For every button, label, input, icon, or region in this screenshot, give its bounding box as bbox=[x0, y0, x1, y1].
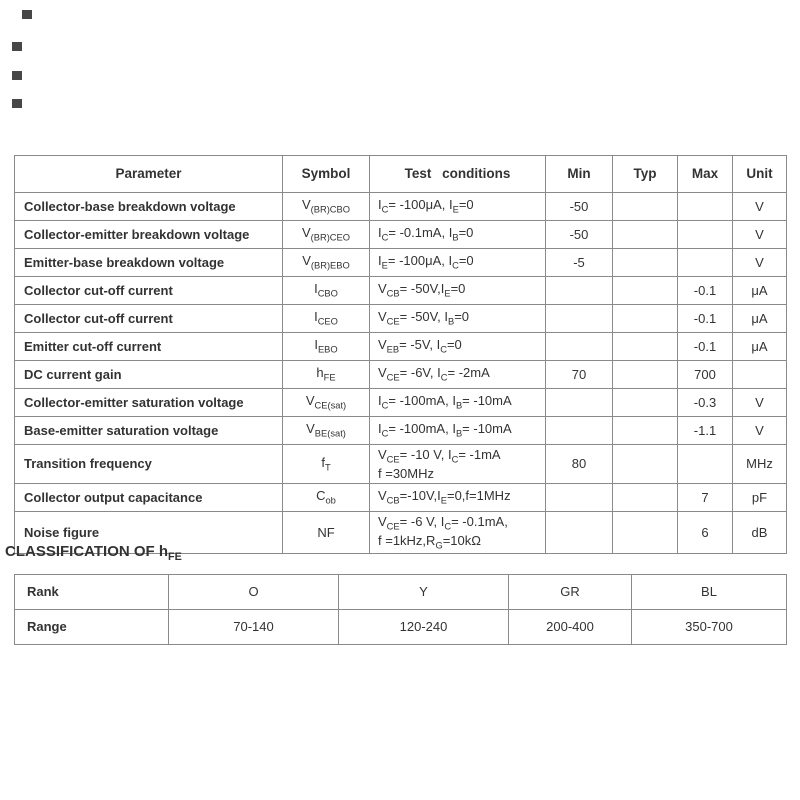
cell-symbol: $V_{(BR)EBO}$ bbox=[283, 249, 370, 277]
cell-max bbox=[678, 249, 733, 277]
cell-rank: GR bbox=[509, 575, 632, 610]
cell-unit bbox=[733, 361, 787, 389]
col-header-symbol: Symbol bbox=[283, 156, 370, 193]
cell-parameter: Collector output capacitance bbox=[15, 483, 283, 511]
col-header-max: Max bbox=[678, 156, 733, 193]
col-header-typ: Typ bbox=[613, 156, 678, 193]
cell-min: -50 bbox=[546, 221, 613, 249]
cell-symbol: $V_{(BR)CEO}$ bbox=[283, 221, 370, 249]
cell-typ bbox=[613, 221, 678, 249]
cell-symbol: $I_{CBO}$ bbox=[283, 277, 370, 305]
cell-typ bbox=[613, 193, 678, 221]
cell-parameter: Emitter cut-off current bbox=[15, 333, 283, 361]
cell-typ bbox=[613, 511, 678, 553]
table-row bbox=[15, 333, 787, 361]
cell-unit: μA bbox=[733, 305, 787, 333]
cell-unit: pF bbox=[733, 483, 787, 511]
cell-max: -0.1 bbox=[678, 305, 733, 333]
cell-conditions: $V_{CE}= -6$ V, $I_C= -0.1mA$, $f =1kHz,R_G=10k\Omega$ bbox=[370, 511, 546, 553]
col-header-unit: Unit bbox=[733, 156, 787, 193]
cell-parameter: Emitter-base breakdown voltage bbox=[15, 249, 283, 277]
cell-conditions: $I_C= -100\mu A$, $I_E=0$ bbox=[370, 193, 546, 221]
cell-max bbox=[678, 445, 733, 484]
cell-parameter: Collector-emitter saturation voltage bbox=[15, 389, 283, 417]
cell-parameter: Collector cut-off current bbox=[15, 277, 283, 305]
cell-conditions: $V_{CE}= -10$ V, $I_C= -1mA$ f =30MHz bbox=[370, 445, 546, 484]
cell-min: -5 bbox=[546, 249, 613, 277]
col-header-min: Min bbox=[546, 156, 613, 193]
table-row bbox=[15, 305, 787, 333]
electrical-characteristics-table bbox=[14, 155, 787, 554]
rank-row bbox=[15, 575, 787, 610]
table-header-row bbox=[15, 156, 787, 193]
cell-symbol: $V_{(BR)CBO}$ bbox=[283, 193, 370, 221]
cell-max: -0.1 bbox=[678, 277, 733, 305]
cell-conditions: $V_{EB}= -5V$, $I_C=0$ bbox=[370, 333, 546, 361]
cell-parameter: Collector-base breakdown voltage bbox=[15, 193, 283, 221]
cell-min bbox=[546, 277, 613, 305]
cell-parameter: Noise figure bbox=[15, 511, 283, 553]
cell-parameter: DC current gain bbox=[15, 361, 283, 389]
header-row bbox=[15, 156, 787, 193]
cell-conditions: $V_{CE}= -50V$, $I_B=0$ bbox=[370, 305, 546, 333]
table-row bbox=[15, 445, 787, 484]
cell-symbol: $V_{BE(sat)}$ bbox=[283, 417, 370, 445]
cell-min bbox=[546, 417, 613, 445]
cell-range: 200-400 bbox=[509, 610, 632, 645]
cell-conditions: $V_{CB}=-10V,I_E=0,f=1MHz$ bbox=[370, 483, 546, 511]
cell-typ bbox=[613, 445, 678, 484]
cell-parameter: Collector cut-off current bbox=[15, 305, 283, 333]
cell-range: 120-240 bbox=[339, 610, 509, 645]
cell-unit: V bbox=[733, 417, 787, 445]
cell-typ bbox=[613, 333, 678, 361]
cell-min bbox=[546, 483, 613, 511]
table-body bbox=[15, 193, 787, 554]
cell-conditions: $V_{CE}= -6V$, $I_C= -2mA$ bbox=[370, 361, 546, 389]
table-row bbox=[15, 221, 787, 249]
cell-range: 350-700 bbox=[632, 610, 787, 645]
cell-min: 70 bbox=[546, 361, 613, 389]
cell-range: 70-140 bbox=[169, 610, 339, 645]
cell-unit: V bbox=[733, 249, 787, 277]
cell-min: -50 bbox=[546, 193, 613, 221]
cell-unit: V bbox=[733, 389, 787, 417]
cell-typ bbox=[613, 361, 678, 389]
cell-symbol: $V_{CE(sat)}$ bbox=[283, 389, 370, 417]
cell-rank: Y bbox=[339, 575, 509, 610]
range-row bbox=[15, 610, 787, 645]
cell-max: -0.1 bbox=[678, 333, 733, 361]
classification-heading: CLASSIFICATION OF $h_{FE}$ bbox=[5, 543, 182, 563]
cell-symbol: $I_{CEO}$ bbox=[283, 305, 370, 333]
cell-rank: BL bbox=[632, 575, 787, 610]
cell-min bbox=[546, 511, 613, 553]
cell-row-label: Range bbox=[15, 610, 169, 645]
cell-unit: μA bbox=[733, 277, 787, 305]
cell-max bbox=[678, 193, 733, 221]
cell-unit: dB bbox=[733, 511, 787, 553]
cell-symbol: $I_{EBO}$ bbox=[283, 333, 370, 361]
cell-min bbox=[546, 333, 613, 361]
cell-min: 80 bbox=[546, 445, 613, 484]
cell-parameter: Collector-emitter breakdown voltage bbox=[15, 221, 283, 249]
cell-max: -1.1 bbox=[678, 417, 733, 445]
cell-typ bbox=[613, 277, 678, 305]
cell-max bbox=[678, 221, 733, 249]
col-header-parameter: Parameter bbox=[15, 156, 283, 193]
cell-rank: O bbox=[169, 575, 339, 610]
cell-typ bbox=[613, 483, 678, 511]
cell-conditions: $I_C= -100mA$, $I_B= -10mA$ bbox=[370, 417, 546, 445]
stray-mark bbox=[12, 42, 22, 51]
table-row bbox=[15, 483, 787, 511]
cell-conditions: $I_C= -100mA$, $I_B= -10mA$ bbox=[370, 389, 546, 417]
cell-min bbox=[546, 305, 613, 333]
cell-max: -0.3 bbox=[678, 389, 733, 417]
classification-table bbox=[14, 574, 787, 645]
stray-mark bbox=[12, 71, 22, 80]
cell-parameter: Base-emitter saturation voltage bbox=[15, 417, 283, 445]
cell-typ bbox=[613, 305, 678, 333]
cell-max: 7 bbox=[678, 483, 733, 511]
col-header-test-conditions: Test conditions bbox=[370, 156, 546, 193]
cell-unit: μA bbox=[733, 333, 787, 361]
cell-min bbox=[546, 389, 613, 417]
cell-symbol: $h_{FE}$ bbox=[283, 361, 370, 389]
cell-max: 6 bbox=[678, 511, 733, 553]
cell-row-label: Rank bbox=[15, 575, 169, 610]
cell-conditions: $I_E= -100\mu A$, $I_C=0$ bbox=[370, 249, 546, 277]
cell-unit: V bbox=[733, 193, 787, 221]
cell-unit: MHz bbox=[733, 445, 787, 484]
cell-symbol: $f_T$ bbox=[283, 445, 370, 484]
table-row bbox=[15, 417, 787, 445]
cell-typ bbox=[613, 417, 678, 445]
cell-symbol: NF bbox=[283, 511, 370, 553]
table-row bbox=[15, 389, 787, 417]
table-row bbox=[15, 193, 787, 221]
cell-parameter: Transition frequency bbox=[15, 445, 283, 484]
cell-max: 700 bbox=[678, 361, 733, 389]
cell-symbol: $C_{ob}$ bbox=[283, 483, 370, 511]
cell-typ bbox=[613, 249, 678, 277]
classification-table-body bbox=[15, 575, 787, 645]
cell-conditions: $I_C= -0.1mA$, $I_B=0$ bbox=[370, 221, 546, 249]
cell-unit: V bbox=[733, 221, 787, 249]
table-row bbox=[15, 277, 787, 305]
table-row bbox=[15, 249, 787, 277]
table-row bbox=[15, 361, 787, 389]
cell-typ bbox=[613, 389, 678, 417]
cell-conditions: $V_{CB}= -50V,I_E=0$ bbox=[370, 277, 546, 305]
stray-mark bbox=[12, 99, 22, 108]
stray-mark bbox=[22, 10, 32, 19]
